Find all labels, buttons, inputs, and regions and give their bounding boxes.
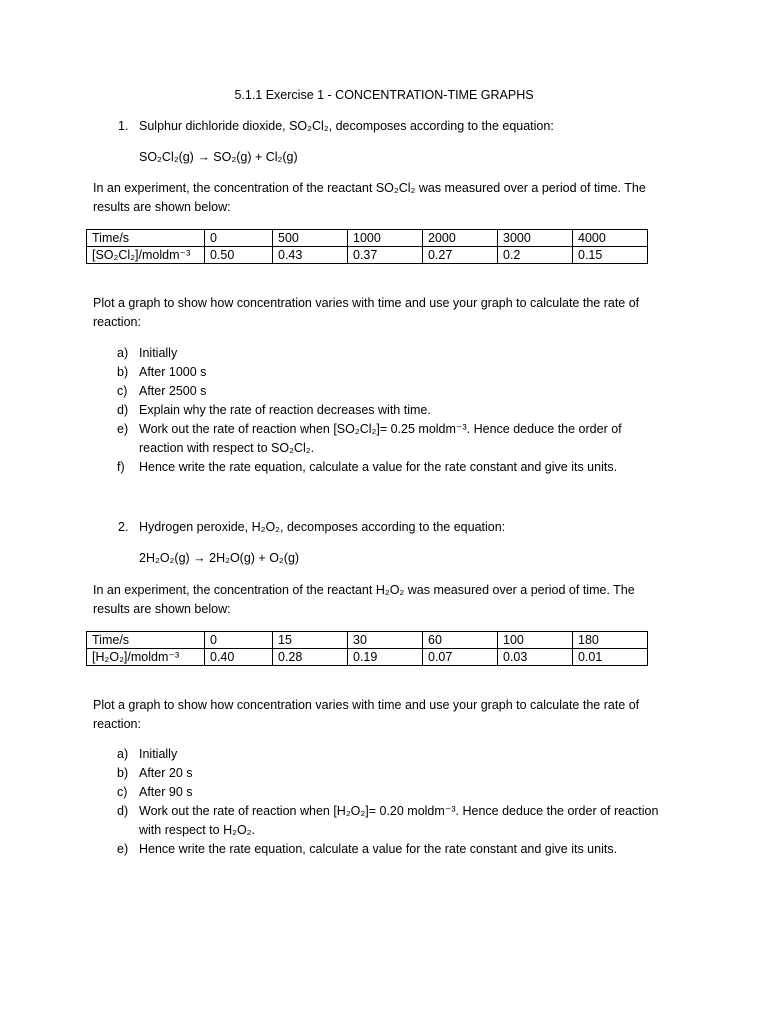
table-cell: 0.19	[348, 649, 423, 666]
table-cell: 0.50	[205, 247, 273, 264]
part-label: a)	[117, 747, 129, 761]
page-title: 5.1.1 Exercise 1 - CONCENTRATION-TIME GRAPHS	[234, 88, 534, 102]
q1-data-table	[86, 229, 648, 264]
part-text: Work out the rate of reaction when [SO₂Cl₂]= 0.25 moldm⁻³. Hence deduce the order of reaction with respect to SO₂Cl₂.	[139, 422, 622, 455]
part-text: Work out the rate of reaction when [H₂O₂]= 0.20 moldm⁻³. Hence deduce the order of reaction with respect to H₂O₂.	[139, 804, 659, 837]
table-cell: 3000	[498, 230, 573, 247]
table-cell: 2000	[423, 230, 498, 247]
part-text: Initially	[139, 747, 178, 761]
q2-equation: 2H₂O₂(g) → 2H₂O(g) + O₂(g)	[139, 551, 300, 565]
table-cell: 500	[273, 230, 348, 247]
table-row-label: Time/s	[87, 632, 205, 649]
table-row	[87, 247, 648, 264]
table-row-label: Time/s	[87, 230, 205, 247]
table-row-label: [SO₂Cl₂]/moldm⁻³	[87, 247, 205, 264]
q2-data-table	[86, 631, 648, 666]
part-label: e)	[117, 422, 129, 436]
table-cell: 0.43	[273, 247, 348, 264]
table-row	[87, 649, 648, 666]
table-cell: 0.27	[423, 247, 498, 264]
part-label: b)	[117, 766, 129, 780]
table-row	[87, 230, 648, 247]
table-cell: 30	[348, 632, 423, 649]
part-text: Hence write the rate equation, calculate a value for the rate constant and give its units.	[139, 842, 618, 856]
part-text: Initially	[139, 346, 178, 360]
part-label: d)	[117, 804, 129, 818]
table-cell: 60	[423, 632, 498, 649]
part-label: d)	[117, 403, 129, 417]
part-label: c)	[117, 384, 128, 398]
table-cell: 0	[205, 632, 273, 649]
part-text: After 1000 s	[139, 365, 207, 379]
part-text: Hence write the rate equation, calculate a value for the rate constant and give its units.	[139, 460, 618, 474]
table-cell: 0.15	[573, 247, 648, 264]
part-label: e)	[117, 842, 129, 856]
table-cell: 0.28	[273, 649, 348, 666]
table-cell: 0.03	[498, 649, 573, 666]
table-cell: 0.07	[423, 649, 498, 666]
part-text: After 20 s	[139, 766, 193, 780]
table-cell: 0.2	[498, 247, 573, 264]
part-text: Explain why the rate of reaction decreases with time.	[139, 403, 431, 417]
part-label: a)	[117, 346, 129, 360]
part-label: f)	[117, 460, 125, 474]
table-cell: 0.01	[573, 649, 648, 666]
q1-intro: Sulphur dichloride dioxide, SO₂Cl₂, decomposes according to the equation:	[139, 119, 554, 133]
table-cell: 0.37	[348, 247, 423, 264]
part-text: After 2500 s	[139, 384, 207, 398]
table-cell: 0.40	[205, 649, 273, 666]
table-cell: 15	[273, 632, 348, 649]
table-cell: 100	[498, 632, 573, 649]
q2-experiment-text: In an experiment, the concentration of the reactant H₂O₂ was measured over a period of time. The results are shown below:	[93, 583, 635, 616]
table-row	[87, 632, 648, 649]
table-cell: 4000	[573, 230, 648, 247]
q2-number: 2.	[118, 520, 129, 534]
table-cell: 180	[573, 632, 648, 649]
table-cell: 1000	[348, 230, 423, 247]
q2-intro: Hydrogen peroxide, H₂O₂, decomposes according to the equation:	[139, 520, 506, 534]
q2-plot-instruction: Plot a graph to show how concentration varies with time and use your graph to calculate the rate of reaction:	[93, 698, 640, 731]
q1-equation: SO₂Cl₂(g) → SO₂(g) + Cl₂(g)	[139, 150, 298, 164]
q1-number: 1.	[118, 119, 129, 133]
part-text: After 90 s	[139, 785, 193, 799]
part-label: c)	[117, 785, 128, 799]
part-label: b)	[117, 365, 129, 379]
table-row-label: [H₂O₂]/moldm⁻³	[87, 649, 205, 666]
q1-experiment-text: In an experiment, the concentration of the reactant SO₂Cl₂ was measured over a period of time. The results are shown below:	[93, 181, 646, 214]
table-cell: 0	[205, 230, 273, 247]
q1-plot-instruction: Plot a graph to show how concentration varies with time and use your graph to calculate the rate of reaction:	[93, 296, 640, 329]
